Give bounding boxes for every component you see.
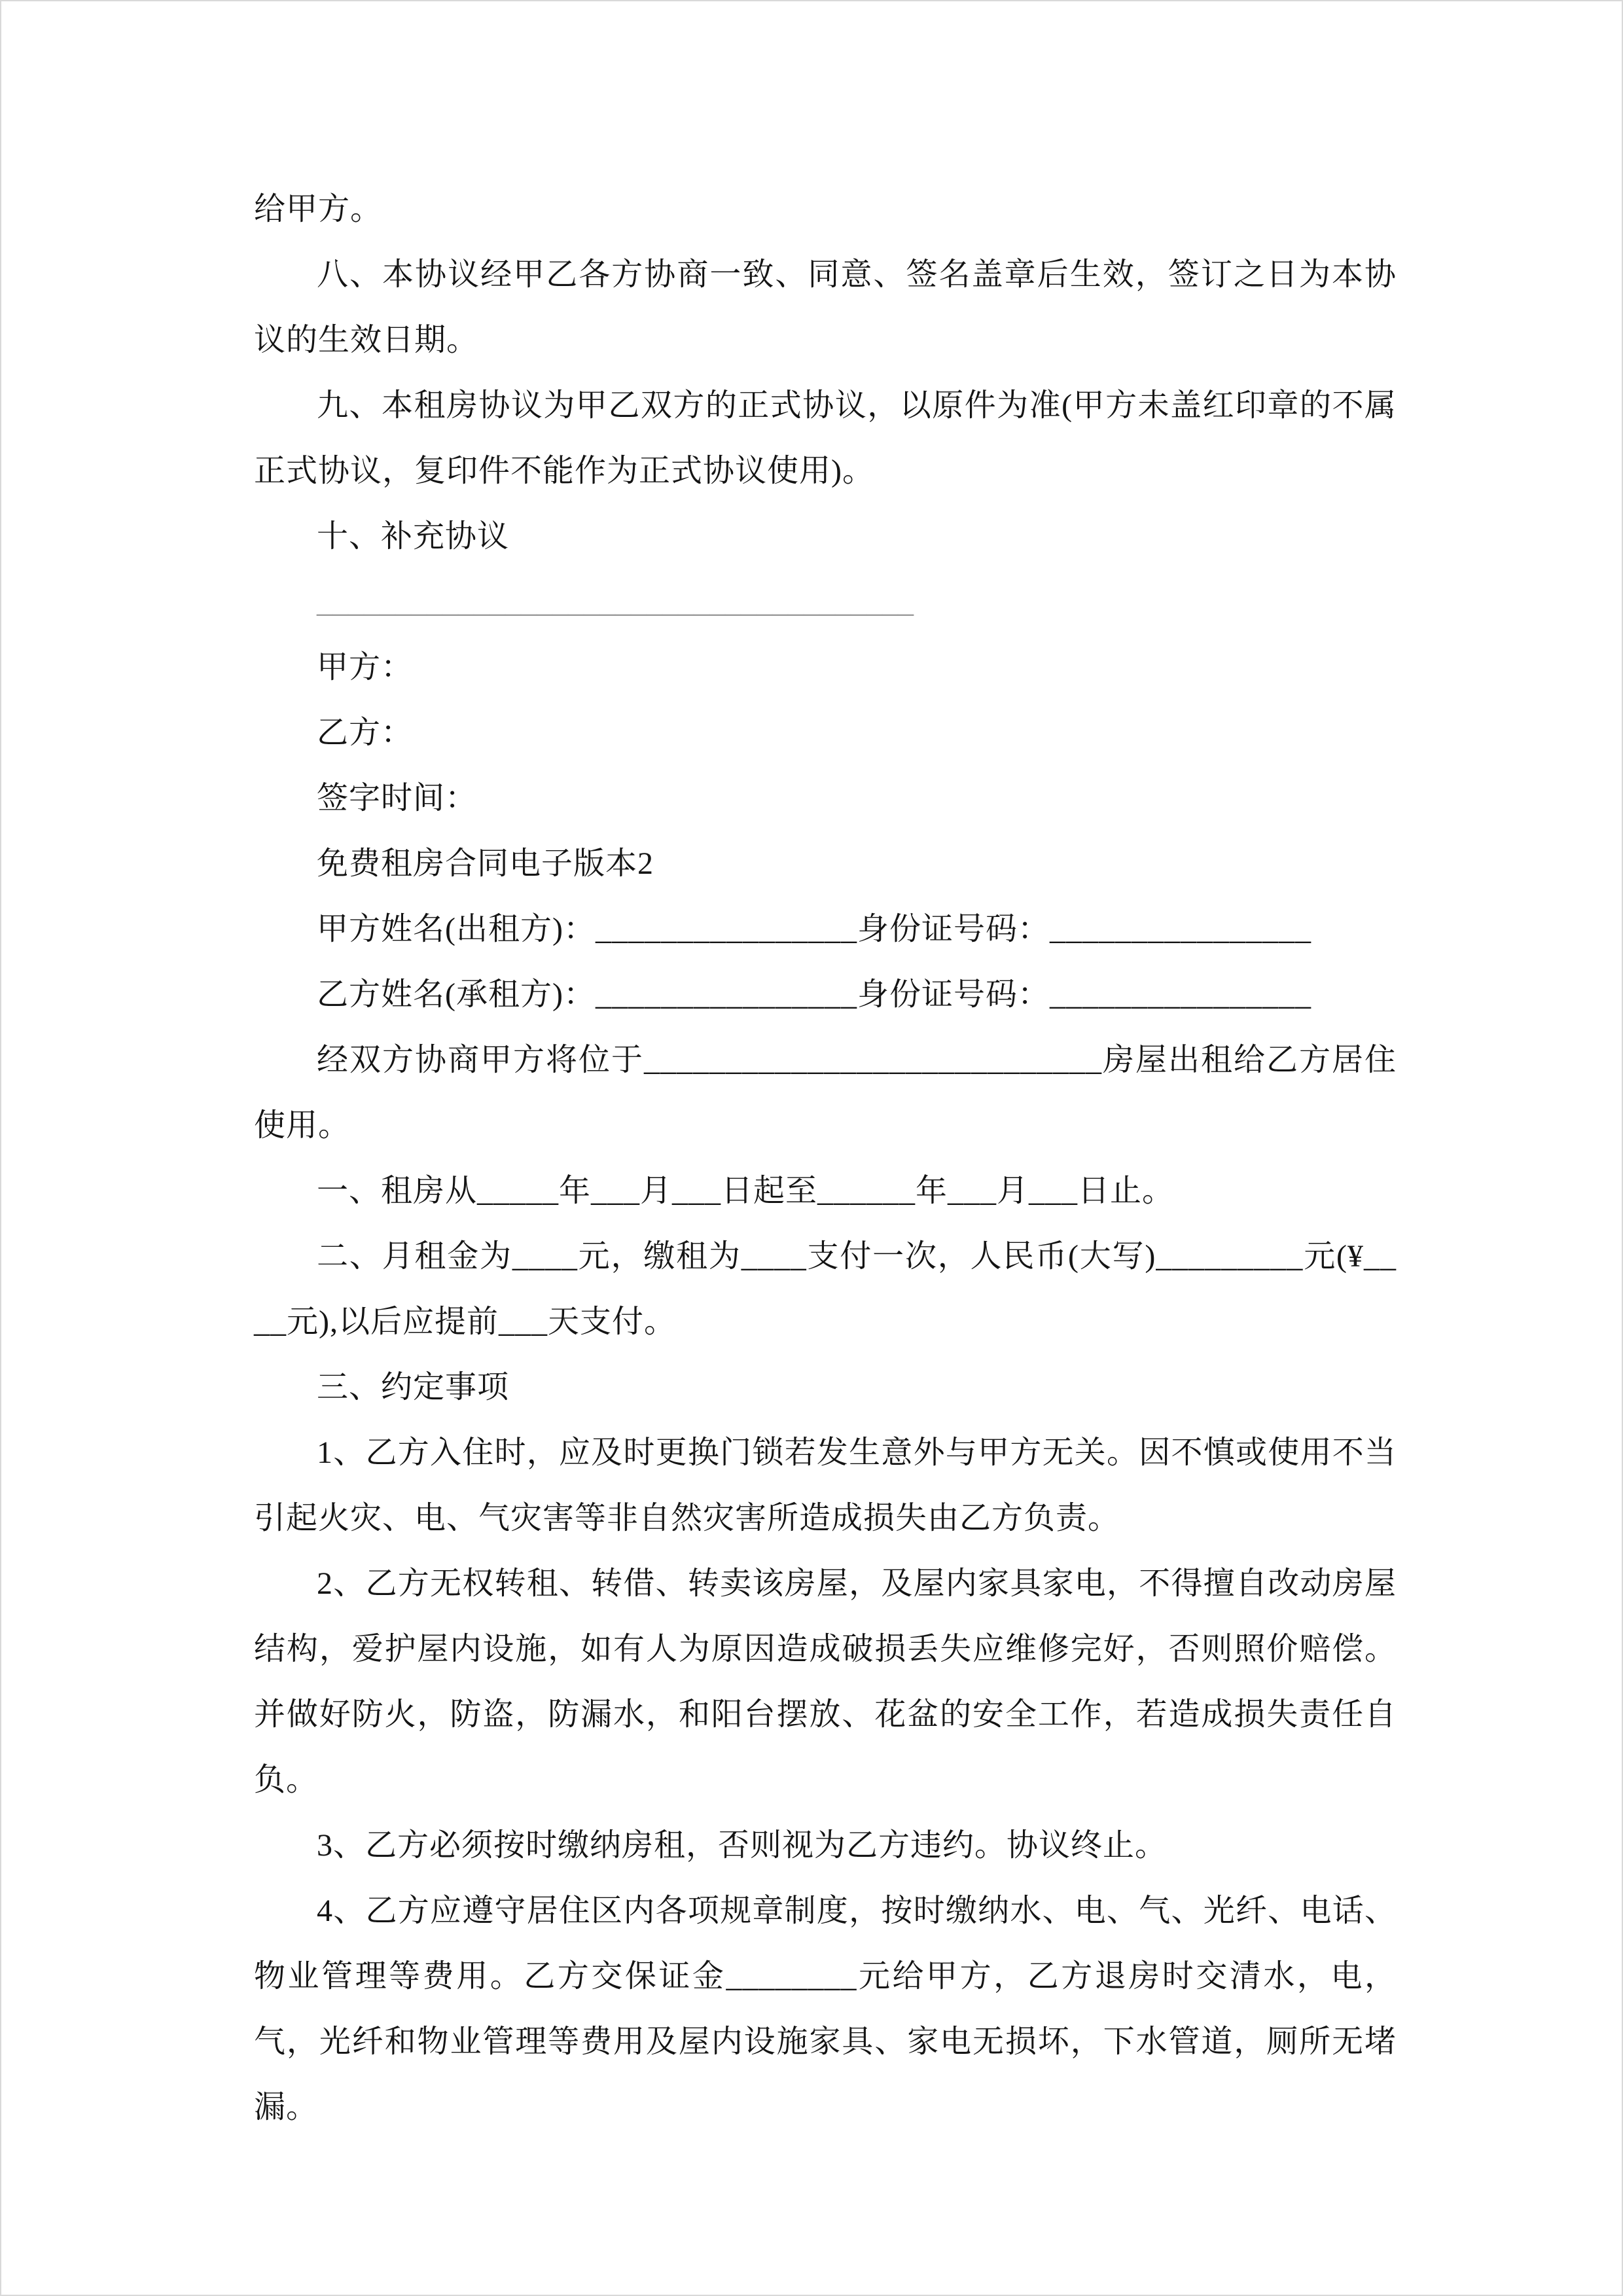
party-a-name-id-line: 甲方姓名(出租方)：________________身份证号码：________________ — [317, 912, 1311, 946]
paragraph-continuation: 给甲方。 — [254, 192, 383, 226]
subtitle-contract-version-2: 免费租房合同电子版本2 — [317, 846, 654, 881]
agreed-item-1: 1、乙方入住时，应及时更换门锁若发生意外与甲方无关。因不慎或使用不当引起火灾、电、气灾害等非自然灾害所造成损失由乙方负责。 — [254, 1435, 1397, 1535]
agreed-items-heading: 三、约定事项 — [317, 1370, 510, 1405]
property-location-clause: 经双方协商甲方将位于____________________________房屋出租给乙方居住使用。 — [254, 1043, 1397, 1143]
party-b-name-id-line: 乙方姓名(承租方)：________________身份证号码：________________ — [317, 977, 1311, 1012]
agreed-item-3: 3、乙方必须按时缴纳房租，否则视为乙方违约。协议终止。 — [317, 1828, 1168, 1863]
party-b-signature-label: 乙方： — [317, 715, 414, 750]
clause-ten-supplement: 十、补充协议 — [317, 519, 510, 554]
rent-payment-clause: 二、月租金为____元，缴租为____支付一次，人民币(大写)_________元(¥____元),以后应提前___天支付。 — [254, 1239, 1397, 1339]
party-a-signature-label: 甲方： — [317, 650, 414, 685]
clause-nine: 九、本租房协议为甲乙双方的正式协议，以原件为准(甲方未盖红印章的不属正式协议，复印件不能作为正式协议使用)。 — [254, 388, 1397, 488]
agreed-item-2: 2、乙方无权转租、转借、转卖该房屋，及屋内家具家电，不得擅自改动房屋结构，爱护屋内设施，如有人为原因造成破损丢失应维修完好，否则照价赔偿。并做好防火，防盗，防漏水，和阳台摆放、花盆的安全工作，若造成损失责任自负。 — [254, 1566, 1397, 1797]
sign-date-label: 签字时间： — [317, 781, 478, 816]
supplement-fill-in-line: ______________________________________ — [317, 584, 914, 619]
lease-term-clause: 一、租房从_____年___月___日起至______年___月___日止。 — [317, 1174, 1175, 1208]
document-content — [254, 177, 1397, 2140]
clause-eight: 八、本协议经甲乙各方协商一致、同意、签名盖章后生效，签订之日为本协议的生效日期。 — [254, 257, 1397, 357]
agreed-item-4: 4、乙方应遵守居住区内各项规章制度，按时缴纳水、电、气、光纤、电话、物业管理等费用。乙方交保证金________元给甲方，乙方退房时交清水，电，气，光纤和物业管理等费用及屋内设施家具、家电无损坏，下水管道，厕所无堵漏。 — [254, 1893, 1397, 2125]
